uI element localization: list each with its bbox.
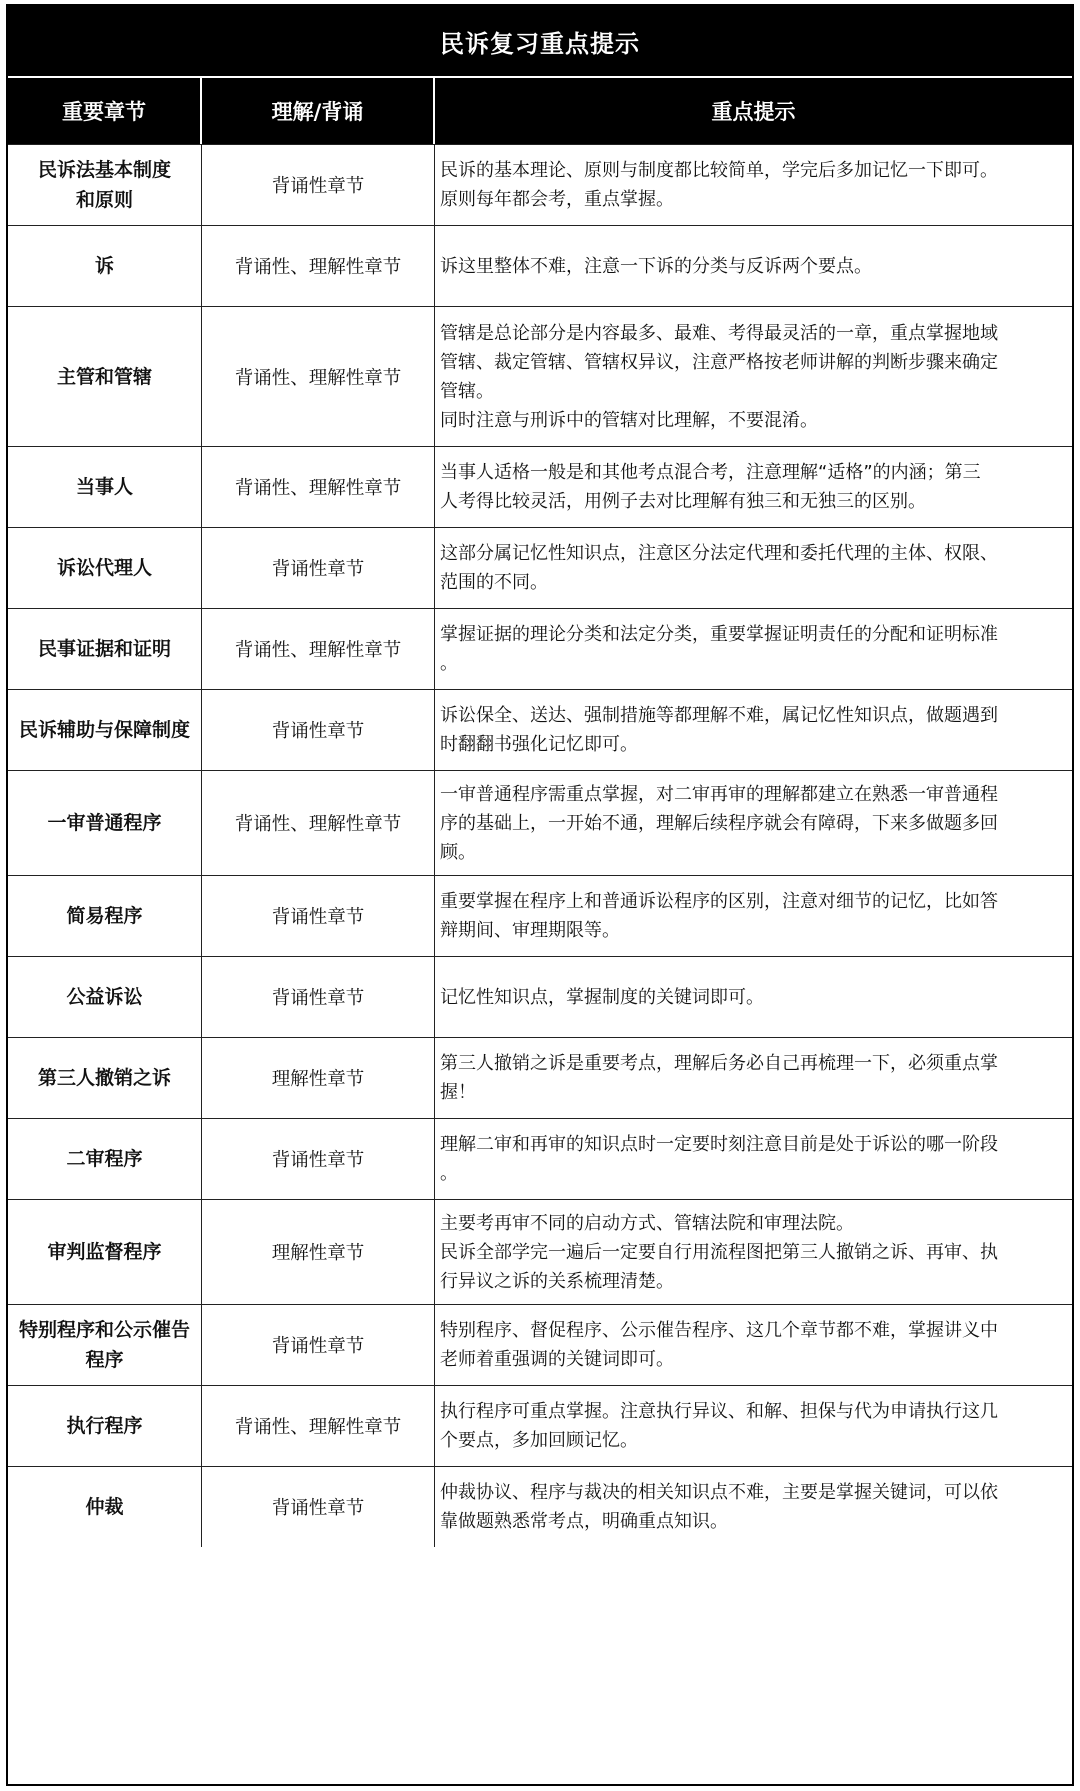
row-tip — [435, 1467, 1072, 1547]
row-tip-text: 理解二审和再审的知识点时一定要时刻注意目前是处于诉讼的哪一阶段 。 — [440, 1134, 998, 1184]
row-type — [202, 1305, 435, 1385]
row-type-text: 背诵性、理解性章节 — [234, 367, 402, 389]
table-row — [8, 1304, 1072, 1385]
row-chapter — [8, 690, 202, 770]
row-tip-text: 这部分属记忆性知识点，注意区分法定代理和委托代理的主体、权限、 范围的不同。 — [440, 543, 998, 593]
table-title: 民诉复习重点提示 — [8, 6, 1072, 76]
row-type — [202, 771, 435, 875]
row-tip — [435, 957, 1072, 1037]
row-chapter-text: 二审程序 — [66, 1148, 143, 1170]
row-tip-text: 管辖是总论部分是内容最多、最难、考得最灵活的一章，重点掌握地域 管辖、裁定管辖、管辖权异议，注意严格按老师讲解的判断步骤来确定 管辖。 同时注意与刑诉中的管辖对比理解，不要混淆。 — [440, 322, 998, 431]
row-chapter — [8, 876, 202, 956]
row-chapter — [8, 1467, 202, 1547]
row-type-text: 背诵性、理解性章节 — [234, 478, 402, 499]
table-row — [8, 306, 1072, 446]
table-row — [8, 689, 1072, 770]
row-tip-text: 仲裁协议、程序与裁决的相关知识点不难，主要是掌握关键词，可以依 靠做题熟悉常考点，明确重点知识。 — [440, 1482, 998, 1532]
row-chapter-text: 诉 — [94, 255, 114, 277]
table-row — [8, 1199, 1072, 1304]
row-chapter — [8, 145, 202, 225]
row-type — [202, 528, 435, 608]
row-chapter — [8, 307, 202, 446]
row-type-text: 背诵性章节 — [271, 1498, 365, 1519]
table-row — [8, 527, 1072, 608]
row-type — [202, 145, 435, 225]
row-tip — [435, 690, 1072, 770]
row-type-text: 背诵性、理解性章节 — [234, 1417, 402, 1438]
row-chapter-text: 公益诉讼 — [66, 986, 143, 1008]
review-table — [6, 4, 1074, 1786]
row-chapter-text: 当事人 — [75, 476, 133, 498]
table-row — [8, 956, 1072, 1037]
row-tip-text: 诉讼保全、送达、强制措施等都理解不难，属记忆性知识点，做题遇到 时翻翻书强化记忆即可。 — [440, 705, 998, 755]
row-chapter — [8, 226, 202, 306]
table-row — [8, 608, 1072, 689]
row-tip — [435, 1386, 1072, 1466]
row-tip-text: 民诉的基本理论、原则与制度都比较简单，学完后多加记忆一下即可。 原则每年都会考，重点掌握。 — [440, 160, 998, 210]
row-tip — [435, 145, 1072, 225]
row-tip — [435, 1119, 1072, 1199]
row-tip — [435, 1305, 1072, 1385]
row-chapter-text: 一审普通程序 — [47, 812, 162, 834]
row-tip — [435, 876, 1072, 956]
row-type — [202, 609, 435, 689]
row-type-text: 背诵性、理解性章节 — [234, 640, 402, 661]
row-chapter-text: 主管和管辖 — [56, 365, 152, 388]
row-chapter — [8, 957, 202, 1037]
table-body — [8, 144, 1072, 1547]
row-tip — [435, 528, 1072, 608]
row-type — [202, 1119, 435, 1199]
row-tip — [435, 1200, 1072, 1304]
row-type-text: 背诵性章节 — [271, 176, 365, 197]
header-chapter: 重要章节 — [8, 78, 202, 144]
row-chapter-text: 民诉法基本制度 和原则 — [37, 159, 171, 211]
row-type-text: 理解性章节 — [271, 1243, 365, 1264]
row-type-text: 背诵性章节 — [271, 907, 365, 928]
table-row — [8, 875, 1072, 956]
table-row — [8, 225, 1072, 306]
row-type — [202, 876, 435, 956]
row-chapter-text: 审判监督程序 — [47, 1241, 162, 1263]
table-header-row — [8, 76, 1072, 144]
table-row — [8, 1037, 1072, 1118]
row-chapter-text: 第三人撤销之诉 — [37, 1067, 171, 1089]
row-chapter-text: 民诉辅助与保障制度 — [18, 719, 190, 741]
row-chapter-text: 简易程序 — [66, 905, 143, 927]
row-type — [202, 1386, 435, 1466]
row-type-text: 背诵性章节 — [271, 1336, 365, 1357]
row-chapter-text: 特别程序和公示催告 程序 — [18, 1319, 190, 1371]
row-type — [202, 1038, 435, 1118]
row-type — [202, 226, 435, 306]
row-type-text: 背诵性章节 — [271, 1150, 365, 1171]
table-row — [8, 1118, 1072, 1199]
table-row — [8, 770, 1072, 875]
row-chapter — [8, 1386, 202, 1466]
row-type — [202, 307, 435, 446]
row-type-text: 背诵性章节 — [271, 988, 365, 1009]
row-tip-text: 诉这里整体不难，注意一下诉的分类与反诉两个要点。 — [440, 255, 872, 277]
row-type — [202, 1467, 435, 1547]
table-row — [8, 446, 1072, 527]
row-type — [202, 957, 435, 1037]
row-tip-text: 掌握证据的理论分类和法定分类，重要掌握证明责任的分配和证明标准 。 — [440, 624, 998, 674]
row-tip-text: 第三人撤销之诉是重要考点，理解后务必自己再梳理一下，必须重点掌 握！ — [440, 1053, 998, 1103]
row-type-text: 理解性章节 — [271, 1069, 365, 1090]
row-chapter — [8, 1119, 202, 1199]
row-type-text: 背诵性章节 — [271, 721, 365, 742]
row-tip — [435, 447, 1072, 527]
row-tip-text: 执行程序可重点掌握。注意执行异议、和解、担保与代为申请执行这几 个要点，多加回顾记忆。 — [440, 1401, 998, 1451]
row-tip-text: 记忆性知识点，掌握制度的关键词即可。 — [440, 986, 764, 1008]
row-tip-text: 一审普通程序需重点掌握，对二审再审的理解都建立在熟悉一审普通程 序的基础上，一开始不通，理解后续程序就会有障碍，下来多做题多回 顾。 — [440, 783, 998, 863]
row-tip-text: 当事人适格一般是和其他考点混合考，注意理解“适格”的内涵；第三 人考得比较灵活，用例子去对比理解有独三和无独三的区别。 — [440, 462, 981, 512]
table-row — [8, 1466, 1072, 1547]
row-type — [202, 447, 435, 527]
row-chapter — [8, 609, 202, 689]
row-chapter-text: 民事证据和证明 — [37, 638, 171, 660]
row-tip-text: 重要掌握在程序上和普通诉讼程序的区别，注意对细节的记忆，比如答 辩期间、审理期限等。 — [440, 891, 998, 941]
row-tip — [435, 226, 1072, 306]
row-type — [202, 690, 435, 770]
row-chapter-text: 执行程序 — [66, 1415, 143, 1437]
row-tip-text: 主要考再审不同的启动方式、管辖法院和审理法院。 民诉全部学完一遍后一定要自行用流程图把第三人撤销之诉、再审、执 行异议之诉的关系梳理清楚。 — [440, 1212, 998, 1292]
header-tip: 重点提示 — [711, 100, 796, 124]
row-tip-text: 特别程序、督促程序、公示催告程序、这几个章节都不难，掌握讲义中 老师着重强调的关键词即可。 — [440, 1320, 998, 1370]
row-chapter-text: 诉讼代理人 — [56, 557, 152, 579]
row-type-text: 背诵性、理解性章节 — [234, 814, 402, 835]
row-tip — [435, 771, 1072, 875]
row-type — [202, 1200, 435, 1304]
row-tip — [435, 307, 1072, 446]
row-tip — [435, 609, 1072, 689]
row-chapter — [8, 528, 202, 608]
row-chapter — [8, 1200, 202, 1304]
row-chapter — [8, 771, 202, 875]
row-chapter-text: 仲裁 — [85, 1496, 124, 1518]
row-tip — [435, 1038, 1072, 1118]
row-type-text: 背诵性章节 — [271, 559, 365, 580]
table-row — [8, 1385, 1072, 1466]
row-chapter — [8, 1038, 202, 1118]
row-chapter — [8, 1305, 202, 1385]
row-type-text: 背诵性、理解性章节 — [234, 257, 402, 278]
row-chapter — [8, 447, 202, 527]
table-row — [8, 144, 1072, 225]
header-type: 理解/背诵 — [202, 78, 435, 144]
